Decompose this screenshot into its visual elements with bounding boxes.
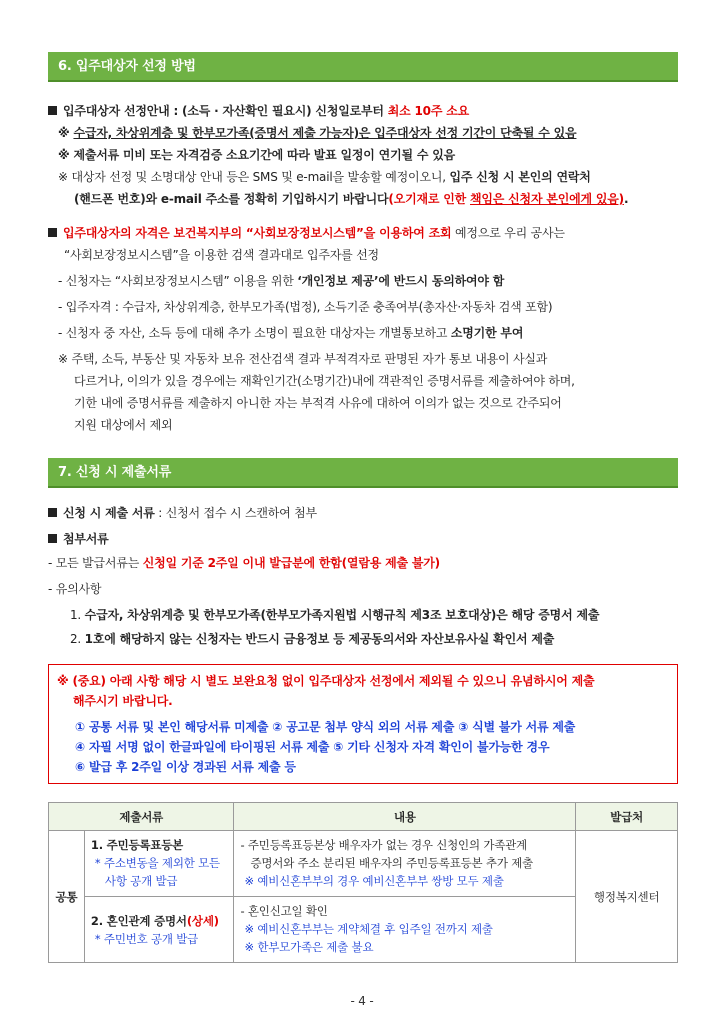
- section-7-body: [48, 502, 678, 650]
- document-page: [48, 52, 678, 963]
- s7-note-1: 1. 수급자, 차상위계층 및 한부모가족(한부모가족지원법 시행규칙 제3조 보호대상)은 해당 증명서 제출: [70, 608, 600, 622]
- square-bullet-icon: [48, 228, 57, 237]
- notice-line-1: ※ (중요) 아래 사항 해당 시 별도 보완요청 없이 입주대상자 선정에서 제외될 수 있으니 유념하시어 제출: [57, 674, 595, 688]
- square-bullet-icon: [48, 534, 57, 543]
- table-header-row: [49, 803, 678, 831]
- s6-note-contact: ※ 대상자 선정 및 소명대상 안내 등은 SMS 및 e-mail을 발송할 예정이오니, 입주 신청 시 본인의 연락처: [58, 170, 591, 184]
- notice-line-5: ⑥ 발급 후 2주일 이상 경과된 서류 제출 등: [75, 760, 296, 774]
- square-bullet-icon: [48, 106, 57, 115]
- s6-ineligible-4: 지원 대상에서 제외: [74, 418, 173, 432]
- s6-ineligible-2: 다르거나, 이의가 있을 경우에는 재확인기간(소명기간)내에 객관적인 증명서류를 제출하여야 하며,: [74, 374, 575, 388]
- section-6-body: [48, 100, 678, 436]
- s7-note-2: 2. 1호에 해당하지 않는 신청자는 반드시 금융정보 등 제공동의서와 자산보유사실 확인서 제출: [70, 632, 555, 646]
- group-common: 공통: [49, 831, 85, 963]
- s6-consent: - 신청자는 “사회보장정보시스템” 이용을 위한 ‘개인정보 제공’에 반드시 동의하여야 함: [58, 274, 505, 288]
- section-7-title: 7. 신청 시 제출서류: [48, 458, 678, 488]
- s6-explanation: - 신청자 중 자산, 소득 등에 대해 추가 소명이 필요한 대상자는 개별통보하고 소명기한 부여: [58, 326, 524, 340]
- notice-line-2: 해주시기 바랍니다.: [73, 694, 173, 708]
- table-row: [49, 831, 678, 897]
- section-6-title: 6. 입주대상자 선정 방법: [48, 52, 678, 82]
- issuer-admin-center: 행정복지센터: [576, 831, 678, 963]
- doc-resident-registration: 1. 주민등록표등본 * 주소변동을 제외한 모든 사항 공개 발급: [84, 831, 234, 897]
- header-issuer: 발급처: [576, 803, 678, 831]
- documents-table: [48, 802, 678, 963]
- notice-line-3: ① 공통 서류 및 본인 해당서류 미제출 ② 공고문 첨부 양식 외의 서류 제출 ③ 식별 불가 서류 제출: [75, 720, 576, 734]
- page-number: - 4 -: [350, 994, 374, 1008]
- s6-selection-guide: 입주대상자 선정안내 : (소득 · 자산확인 필요시) 신청일로부터 최소 10주 소요: [48, 100, 678, 122]
- content-resident-registration: - 주민등록표등본상 배우자가 없는 경우 신청인의 가족관계 증명서와 주소 분리된 배우자의 주민등록표등본 추가 제출 ※ 예비신혼부부의 경우 예비신혼부부 쌍방 모두 제출: [234, 831, 576, 897]
- s7-issue-date: - 모든 발급서류는 신청일 기준 2주일 이내 발급분에 한함(열람용 제출 불가): [48, 556, 440, 570]
- s6-note-delay: ※ 제출서류 미비 또는 자격검증 소요기간에 따라 발표 일정이 연기될 수 있음: [58, 148, 455, 162]
- s6-ineligible-1: ※ 주택, 소득, 부동산 및 자동차 보유 전산검색 결과 부적격자로 판명된 자가 통보 내용이 사실과: [58, 352, 548, 366]
- doc-marriage-certificate: 2. 혼인관계 증명서(상세) * 주민번호 공개 발급: [84, 897, 234, 963]
- s6-eligibility-cont: “사회보장정보시스템”을 이용한 검색 결과대로 입주자를 선정: [64, 248, 379, 262]
- header-documents: 제출서류: [49, 803, 234, 831]
- s6-note-shortened: ※ 수급자, 차상위계층 및 한부모가족(증명서 제출 가능자)은 입주대상자 선정 기간이 단축될 수 있음: [58, 126, 577, 140]
- s7-submission: 신청 시 제출 서류 : 신청서 접수 시 스캔하여 첨부: [48, 502, 678, 524]
- notice-line-4: ④ 자필 서명 없이 한글파일에 타이핑된 서류 제출 ⑤ 기타 신청자 자격 확인이 불가능한 경우: [75, 740, 550, 754]
- content-marriage-certificate: - 혼인신고일 확인 ※ 예비신혼부부는 계약체결 후 입주일 전까지 제출 ※ 한부모가족은 제출 불요: [234, 897, 576, 963]
- s6-ineligible-3: 기한 내에 증명서류를 제출하지 아니한 자는 부적격 사유에 대하여 이의가 없는 것으로 간주되어: [74, 396, 562, 410]
- header-content: 내용: [234, 803, 576, 831]
- s7-notes-label: - 유의사항: [48, 582, 102, 596]
- square-bullet-icon: [48, 508, 57, 517]
- s6-qualification: - 입주자격 : 수급자, 차상위계층, 한부모가족(법정), 소득기준 충족여부(총자산·자동차 검색 포함): [58, 300, 553, 314]
- important-notice-box: [48, 664, 678, 784]
- s6-note-contact-cont: (핸드폰 번호)와 e-mail 주소를 정확히 기입하시기 바랍니다(오기재로 인한 책임은 신청자 본인에게 있음).: [74, 192, 629, 206]
- s6-eligibility: 입주대상자의 자격은 보건복지부의 “사회보장정보시스템”을 이용하여 조회 예정으로 우리 공사는: [48, 222, 678, 244]
- s7-attachments: 첨부서류: [48, 528, 678, 550]
